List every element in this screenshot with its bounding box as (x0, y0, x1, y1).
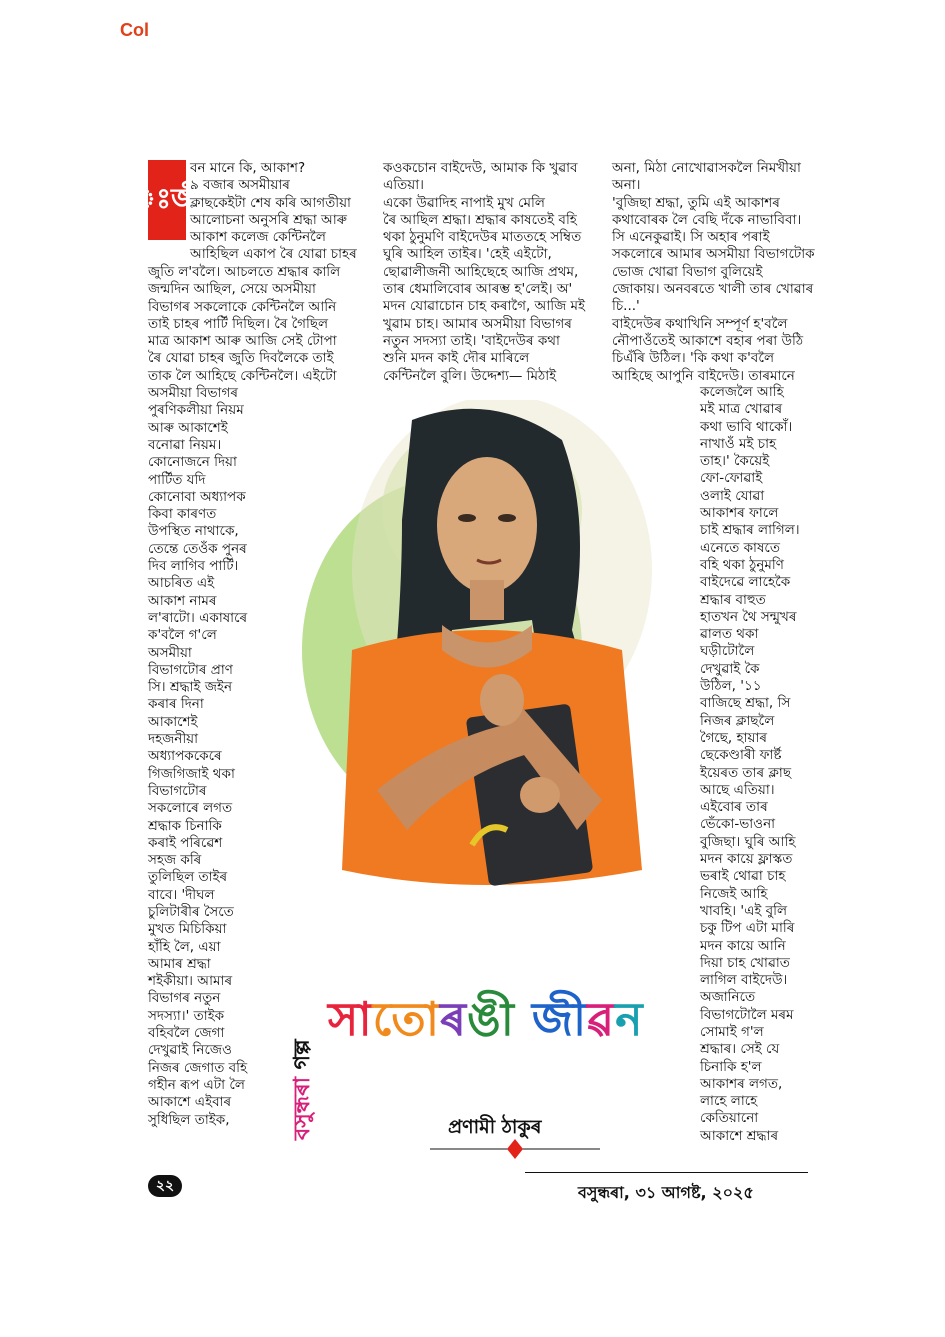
text-line: ৰৈ যোৱা চাহৰ জুতি দিবলৈকে তাই (148, 350, 334, 367)
text-line: অধ্যাপককেৰে (148, 748, 222, 765)
text-line: আকাশ কলেজ কেন্টিনলৈ (190, 229, 326, 246)
text-line: ৱালত থকা (700, 626, 759, 643)
text-line: হাঁহি লৈ, এয়া (148, 938, 221, 955)
color-mark: Col (120, 20, 149, 40)
text-line: চুলিটাৰীৰ সৈতে (148, 903, 234, 920)
text-line: মদন যোৱাচোন চাহ কৰাগৈ, আজি মই (383, 298, 586, 315)
text-line: খুৱাম চাহ। আমাৰ অসমীয়া বিভাগৰ (383, 315, 572, 332)
text-line: তাৰ ধেমালিবোৰ আৰম্ভ হ'লেই। অ' (383, 281, 573, 298)
page-number: ২২ (148, 1175, 182, 1197)
story-title (328, 985, 644, 1061)
text-line: বহি থকা ঠুনুমণি (700, 556, 784, 573)
divider-ornament (430, 1136, 600, 1162)
text-line: মদন কায়ে আনি (700, 937, 786, 954)
column-2 (383, 160, 585, 385)
text-line: কলেজলৈ আহি (700, 384, 784, 400)
folio-rule (525, 1172, 808, 1173)
text-line: দেখুৱাই কৈ (700, 660, 760, 677)
text-line: সকলোৰে লগত (148, 800, 233, 817)
title-part: জী (514, 992, 588, 1046)
text-line: আলোচনা অনুসৰি শ্ৰদ্ধা আৰু (190, 211, 347, 228)
text-line: উপস্থিত নাথাকে, (148, 523, 239, 540)
text-line: গিজগিজাই থকা (148, 765, 235, 782)
text-line: ঘড়ীটোলৈ (700, 643, 755, 660)
text-line: অনা। (612, 177, 641, 194)
text-line: অসমীয়া (148, 644, 192, 661)
text-line: গৈছে, হায়াৰ (700, 729, 767, 746)
text-line: কথা ভাবি থাকোঁ। (700, 418, 793, 435)
text-line: শইকীয়া। আমাৰ (148, 973, 233, 990)
text-line: নিজেই আহি (700, 885, 768, 902)
text-line: কওকচোন বাইদেউ, আমাক কি খুৱাব (383, 160, 578, 176)
text-line: সি। শ্ৰদ্ধাই জইন (148, 679, 232, 696)
text-line: তাই চাহৰ পাৰ্টি দিছিল। ৰৈ গৈছিল (148, 315, 329, 332)
text-line: জোকায়। অনবৰতে খালী তাৰ খোৱাৰ (612, 281, 814, 298)
text-line: বিভাগৰ নতুন (148, 990, 221, 1007)
text-line: নৌপাওঁতেই আকাশে বহাৰ পৰা উঠি (612, 332, 804, 349)
text-line: এতিয়া। (383, 177, 424, 194)
text-line: চাই শ্ৰদ্ধাৰ লাগিল। (700, 522, 800, 539)
text-line: উঠিল, '১১ (700, 678, 762, 695)
text-line: বিভাগটোলৈ মৰম (700, 1006, 794, 1023)
text-line: আকাশৰ ফালে (700, 505, 779, 522)
text-line: শ্ৰদ্ধাৰ বাহুত (700, 591, 766, 608)
text-line: পাৰ্টিত যদি (148, 471, 206, 488)
text-line: দিব লাগিব পাৰ্টি। (148, 558, 239, 575)
text-line: সকলোৰে আমাৰ অসমীয়া বিভাগটোক (612, 246, 815, 263)
author-name: প্ৰণামী ঠাকুৰ (448, 1116, 542, 1138)
title-part: তো (372, 992, 441, 1046)
text-line: বাবে। 'দীঘল (148, 886, 215, 903)
text-line: নাখাওঁ মই চাহ (700, 435, 777, 452)
text-line: বাইদেৱে লাহেকৈ (700, 574, 791, 591)
text-line: মুখত মিচিকিয়া (148, 921, 227, 938)
text-line: আমাৰ শ্ৰদ্ধা (148, 955, 211, 972)
text-line: ভোজ খোৱা বিভাগ বুলিয়েই (612, 263, 763, 280)
text-line: ছেকেণ্ডাৰী ফাৰ্ষ্ট (700, 747, 782, 764)
text-line: আছে এতিয়া। (700, 781, 775, 798)
column-3 (612, 160, 815, 385)
text-line: খাবহি। 'এই বুলি (700, 902, 788, 919)
text-line: ঘুৰি আহিল তাইৰ। 'হেই এইটো, (383, 246, 552, 263)
text-line: সুধিছিল তাইক, (148, 1111, 230, 1128)
text-line: ল'ৰাটো। একাষাৰে (148, 609, 248, 626)
text-line: বহিবলৈ জেগা (148, 1025, 225, 1042)
text-line: কৰাই পৰিৱেশ (148, 834, 223, 851)
text-line: শ্ৰদ্ধাক চিনাকি (148, 817, 222, 834)
text-line: কেতিয়ানো (700, 1110, 759, 1127)
text-line: ফো-ফোৱাই (700, 470, 763, 487)
text-line: জুতি ল'বলৈ। আচলতে শ্ৰদ্ধাৰ কালি (148, 264, 341, 280)
text-line: এনেতে কাষতে (700, 539, 780, 556)
text-line: বাজিছে শ্ৰদ্ধা, সি (700, 695, 791, 712)
text-line: এইবোৰ তাৰ (700, 799, 768, 816)
text-line: অসমীয়া বিভাগৰ (148, 385, 238, 402)
text-line: মদন কায়ে ফ্লাস্কত (700, 851, 793, 868)
text-line: 'বুজিছা শ্ৰদ্ধা, তুমি এই আকাশৰ (612, 194, 780, 211)
text-line: শ্ৰদ্ধাৰ। সেই যে (700, 1041, 780, 1058)
column-1 (190, 160, 357, 264)
text-line: কোনোবা অধ্যাপক (148, 488, 246, 505)
folio: বসুন্ধৰা, ৩১ আগষ্ট, ২০২৫ (578, 1183, 754, 1202)
text-line: হাতখন থৈ সন্মুখৰ (700, 608, 797, 625)
section-label (285, 1030, 315, 1140)
text-line: গহীন ৰূপ এটা লৈ (148, 1076, 245, 1093)
text-line: বাইদেউৰ কথাখিনি সম্পূৰ্ণ হ'বলৈ (612, 315, 788, 332)
text-line: আকাশে এইবাৰ (148, 1094, 232, 1111)
text-line: আকাশৰ লগত, (700, 1075, 783, 1092)
text-line: বিভাগটোৰ (148, 782, 207, 799)
text-line: সি এনেকুৱাই। সি অহাৰ পৰাই (612, 229, 770, 246)
text-line: তুলিছিল তাইৰ (148, 869, 228, 886)
text-line: জন্মদিন আছিল, সেয়ে অসমীয়া (148, 281, 316, 298)
text-line: চিএঁৰি উঠিল। 'কি কথা ক'বলৈ (612, 350, 775, 367)
text-line: বিভাগৰ সকলোকে কেন্টিনলৈ আনি (148, 298, 337, 315)
text-line: ইয়েৰত তাৰ ক্লাছ (700, 764, 792, 781)
text-line: কিবা কাৰণত (148, 506, 217, 523)
text-line: ওলাই যোৱা (700, 487, 765, 504)
text-line: শুনি মদন কাই দৌৰ মাৰিলে (383, 350, 530, 367)
text-line: নিজৰ জেগাত বহি (148, 1059, 248, 1076)
text-line: আচৰিত এই (148, 575, 215, 592)
illustration-woman-reading (292, 400, 692, 940)
text-line: ভেঁকো-ভাওনা (700, 816, 776, 833)
text-line: সহজ কৰি (148, 852, 202, 869)
text-line: আকাশে শ্ৰদ্ধাৰ (700, 1127, 779, 1144)
text-line: বিভাগটোৰ প্ৰাণ (148, 661, 233, 678)
text-line: বনোৱা নিয়ম। (148, 436, 222, 453)
title-part: ঙী (466, 992, 515, 1046)
text-line: আহিছে আপুনি বাইদেউ। তাৰমানে (612, 367, 795, 384)
text-line: ৰৈ আছিল শ্ৰদ্ধা। শ্ৰদ্ধাৰ কাষতেই বহি (383, 211, 577, 228)
text-line: ক'বলৈ গ'লে (148, 627, 217, 644)
text-line: আহিছিল একাপ ৰৈ যোৱা চাহৰ (190, 246, 357, 263)
text-line: একো উৱাদিহ নাপাই মুখ মেলি (383, 194, 545, 211)
text-line: থকা ঠুনুমণি বাইদেউৰ মাততহে সম্বিত (383, 229, 582, 246)
text-line: চি...' (612, 298, 640, 315)
text-line: সোমাই গ'ল (700, 1023, 764, 1040)
text-line: আৰু আকাশেই (148, 419, 228, 436)
text-line: আকাশেই (148, 713, 198, 730)
column-3-narrow (700, 384, 800, 1145)
text-line: ছোৱালীজনী আহিছেহে আজি প্ৰথম, (383, 263, 579, 280)
title-part: সা (328, 992, 373, 1046)
text-line: দেখুৱাই নিজেও (148, 1042, 232, 1059)
text-line: পুৰণিকলীয়া নিয়ম (148, 402, 244, 419)
text-line: তাক লৈ আহিছে কেন্টিনলৈ। এইটো (148, 367, 337, 384)
magazine-name-label: বসুন্ধৰা (290, 1077, 315, 1140)
text-line: তেন্তে তেওঁক পুনৰ (148, 540, 247, 557)
text-line: বন মানে কি, আকাশ? (190, 160, 306, 176)
text-line: মই মাত্ৰ খোৱাৰ (700, 401, 783, 418)
title-part: ৱ (587, 992, 616, 1046)
title-part: ৰ (440, 992, 467, 1046)
text-line: চিনাকি হ'ল (700, 1058, 762, 1075)
text-line: বুজিছা। ঘুৰি আহি (700, 833, 796, 850)
text-line: আকাশ নামৰ (148, 592, 217, 609)
text-line: চকু টিপ এটা মাৰি (700, 920, 795, 937)
text-line: দহজনীয়া (148, 731, 199, 748)
text-line: ৯ বজাৰ অসমীয়াৰ (190, 177, 290, 194)
genre-label: গল্প (290, 1039, 315, 1070)
text-line: লাহে লাহে (700, 1093, 758, 1110)
text-line: নতুন সদস্যা তাই। 'বাইদেউৰ কথা (383, 332, 560, 349)
text-line: ক্লাছকেইটা শেষ কৰি আগতীয়া (190, 194, 351, 211)
text-line: কৰাৰ দিনা (148, 696, 204, 713)
drop-cap: ঃজী (148, 160, 186, 240)
text-line: দিয়া চাহ খোৱাত (700, 954, 790, 971)
text-line: কেন্টিনলৈ বুলি। উদ্দেশ্য— মিঠাই (383, 367, 557, 384)
text-line: সদস্যা।' তাইক (148, 1007, 225, 1024)
text-line: কথাবোৰক লৈ বেছি দঁকে নাভাবিবা। (612, 211, 802, 228)
text-line: অনা, মিঠা নোখোৱাসকলৈ নিমখীয়া (612, 160, 801, 176)
text-line: অজানিতে (700, 989, 756, 1006)
text-line: মাত্ৰ আকাশ আৰু আজি সেই টোপা (148, 333, 337, 350)
text-line: কোনোজনে দিয়া (148, 454, 237, 471)
text-line: তাহ।' কৈয়েই (700, 453, 770, 470)
text-line: লাগিল বাইদেউ। (700, 972, 788, 989)
text-line: ভৰাই থোৱা চাহ (700, 868, 786, 885)
text-line: নিজৰ ক্লাছলৈ (700, 712, 775, 729)
title-part: ন (615, 992, 644, 1046)
